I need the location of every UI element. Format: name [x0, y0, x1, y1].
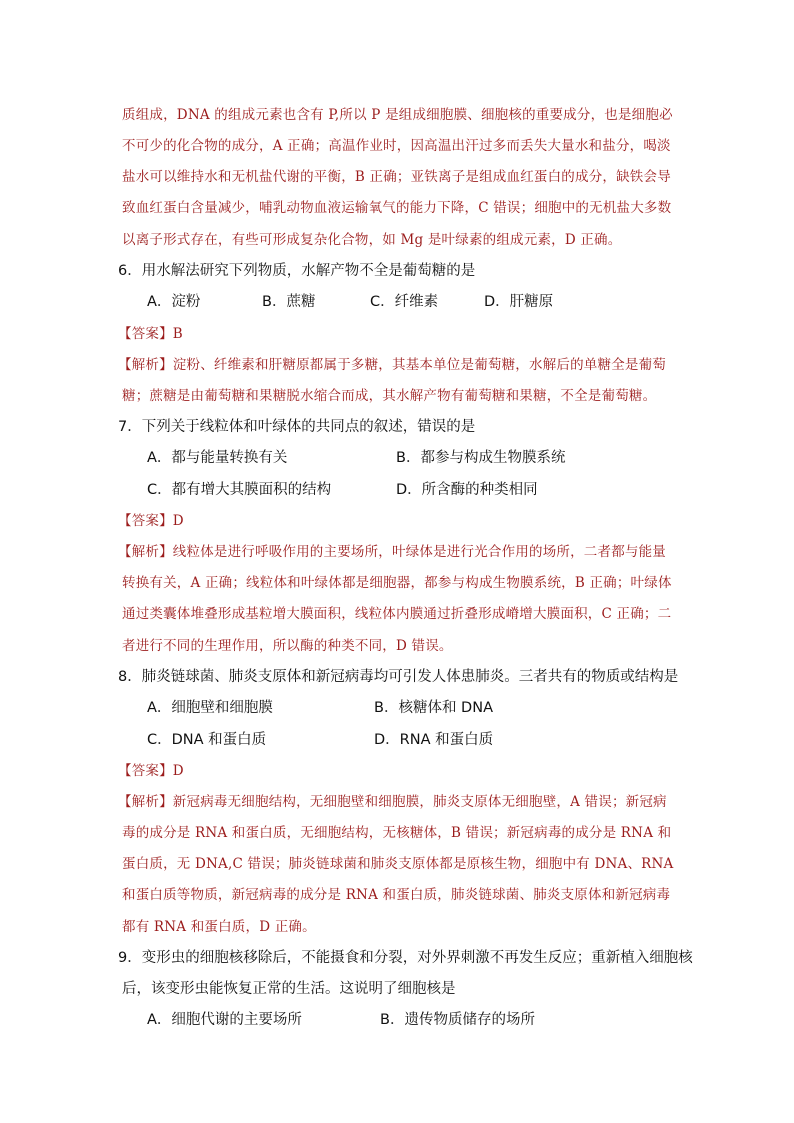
q7-option-b: B．都参与构成生物膜系统 [396, 450, 566, 466]
q9-option-a: A．细胞代谢的主要场所 [147, 1012, 302, 1028]
q8-analysis-line: 和蛋白质等物质，新冠病毒的成分是 RNA 和蛋白质，肺炎链球菌、肺炎支原体和新冠病毒 [122, 887, 671, 903]
q7-answer: 【答案】D [118, 513, 184, 529]
q7-option-c: C．都有增大其膜面积的结构 [147, 482, 332, 498]
question-8-stem: 8．肺炎链球菌、肺炎支原体和新冠病毒均可引发人体患肺炎。三者共有的物质或结构是 [118, 669, 679, 685]
q6-option-d: D．肝糖原 [484, 294, 554, 310]
q8-answer: 【答案】D [118, 763, 184, 779]
q8-option-d: D．RNA 和蛋白质 [374, 732, 494, 748]
question-9-stem: 9．变形虫的细胞核移除后，不能摄食和分裂，对外界刺激不再发生反应；重新植入细胞核 [118, 950, 693, 966]
q6-answer: 【答案】B [118, 326, 183, 342]
q7-analysis-line: 者进行不同的生理作用，所以酶的种类不同，D 错误。 [122, 638, 453, 654]
question-7-stem: 7．下列关于线粒体和叶绿体的共同点的叙述，错误的是 [118, 419, 476, 435]
q6-option-b: B．蔗糖 [262, 294, 316, 310]
analysis-line: 以离子形式存在，有些可形成复杂化合物，如 Mg 是叶绿素的组成元素，D 正确。 [122, 232, 622, 248]
q7-option-d: D．所含酶的种类相同 [396, 482, 538, 498]
q8-option-a: A．细胞壁和细胞膜 [147, 700, 273, 716]
q6-analysis-line: 【解析】淀粉、纤维素和肝糖原都属于多糖，其基本单位是葡萄糖，水解后的单糖全是葡萄 [118, 357, 666, 373]
q8-option-b: B．核糖体和 DNA [374, 700, 493, 716]
q8-analysis-line: 蛋白质，无 DNA,C 错误；肺炎链球菌和肺炎支原体都是原核生物，细胞中有 DNA、RNA [122, 856, 674, 872]
q6-analysis-line: 糖；蔗糖是由葡萄糖和果糖脱水缩合而成，其水解产物有葡萄糖和果糖，不全是葡萄糖。 [122, 388, 657, 404]
q8-option-c: C．DNA 和蛋白质 [147, 732, 267, 748]
question-9-stem: 后，该变形虫能恢复正常的生活。这说明了细胞核是 [122, 981, 456, 997]
analysis-line: 质组成，DNA 的组成元素也含有 P,所以 P 是组成细胞膜、细胞核的重要成分，也是细胞必 [122, 107, 673, 123]
q7-analysis-line: 转换有关，A 正确；线粒体和叶绿体都是细胞器，都参与构成生物膜系统，B 正确；叶绿体 [122, 575, 672, 591]
q8-analysis-line: 【解析】新冠病毒无细胞结构，无细胞壁和细胞膜，肺炎支原体无细胞壁，A 错误；新冠病 [118, 794, 667, 810]
q6-option-c: C．纤维素 [370, 294, 439, 310]
analysis-line: 盐水可以维持水和无机盐代谢的平衡，B 正确；亚铁离子是组成血红蛋白的成分，缺铁会导 [122, 169, 671, 185]
q7-analysis-line: 通过类囊体堆叠形成基粒增大膜面积，线粒体内膜通过折叠形成嵴增大膜面积，C 正确；二 [122, 606, 672, 622]
q8-analysis-line: 都有 RNA 和蛋白质，D 正确。 [122, 919, 316, 935]
analysis-line: 不可少的化合物的成分，A 正确；高温作业时，因高温出汗过多而丢失大量水和盐分，喝淡 [122, 138, 671, 154]
analysis-line: 致血红蛋白含量减少，哺乳动物血液运输氧气的能力下降，C 错误；细胞中的无机盐大多数 [122, 200, 672, 216]
question-6-stem: 6．用水解法研究下列物质，水解产物不全是葡萄糖的是 [118, 263, 476, 279]
q7-analysis-line: 【解析】线粒体是进行呼吸作用的主要场所，叶绿体是进行光合作用的场所，二者都与能量 [118, 544, 666, 560]
q6-option-a: A．淀粉 [147, 294, 201, 310]
q7-option-a: A．都与能量转换有关 [147, 450, 288, 466]
q8-analysis-line: 毒的成分是 RNA 和蛋白质，无细胞结构，无核糖体，B 错误；新冠病毒的成分是 RNA 和 [122, 825, 672, 841]
q9-option-b: B．遗传物质储存的场所 [380, 1012, 535, 1028]
